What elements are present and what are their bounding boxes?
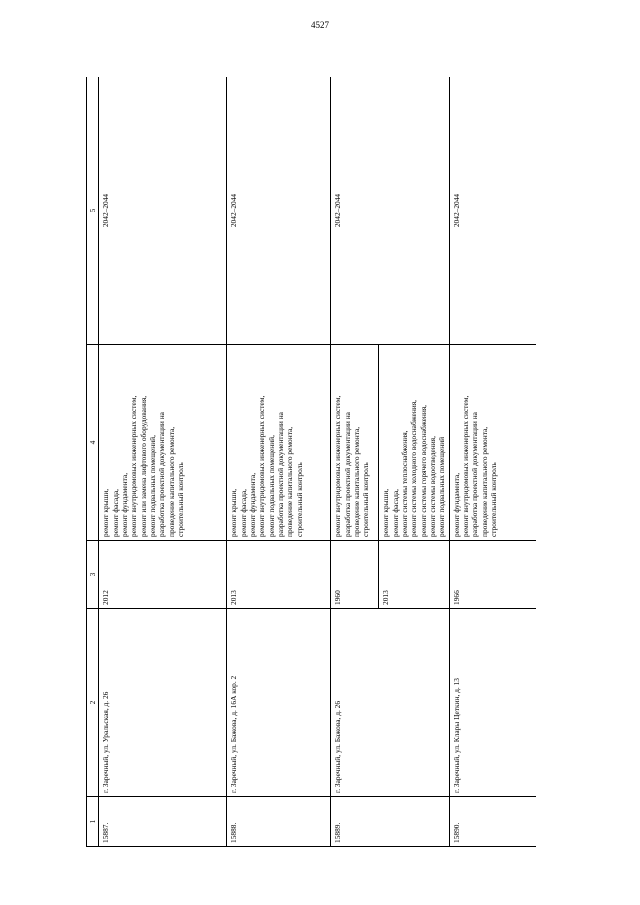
year-cell: 1966: [449, 541, 536, 609]
address-cell: г. Заречный, ул. Бажова, д. 16А кор. 2: [227, 609, 331, 797]
work-item: ремонт системы горячего водоснабжения,: [418, 404, 428, 537]
year-cell: 2013: [227, 541, 331, 609]
work-item: ремонт подвальных помещений,: [266, 435, 276, 537]
rotated-table-area: [86, 77, 536, 847]
year-cell: 1960: [331, 541, 379, 609]
work-item: разработка проектной документации на: [342, 412, 352, 537]
work-item: ремонт внутридомовых инженерных систем,: [257, 395, 267, 537]
works-cell: [379, 345, 449, 541]
address-cell: г. Заречный, ул. Бажова, д. 26: [331, 609, 449, 797]
work-item: ремонт внутридомовых инженерных систем,: [333, 395, 343, 537]
header-cell: 5: [87, 77, 99, 345]
work-item: проведение капитального ремонта,: [285, 426, 295, 537]
work-item: проведение капитального ремонта,: [479, 426, 489, 537]
table-row: [449, 77, 536, 847]
work-item: разработка проектной документации на: [470, 412, 480, 537]
works-cell: [99, 345, 227, 541]
period-cell: 2042–2044: [227, 77, 331, 345]
work-item: ремонт фундамента,: [247, 472, 257, 537]
table-container: [86, 77, 536, 847]
page-number: 4527: [311, 20, 329, 30]
address-cell: г. Заречный, ул. Уральская, д. 26: [99, 609, 227, 797]
table-row: [227, 77, 331, 847]
table-row: [99, 77, 227, 847]
work-item: ремонт крыши,: [229, 488, 239, 537]
work-item: ремонт фасада,: [238, 489, 248, 537]
row-number-cell: 15889.: [331, 797, 449, 847]
work-item: ремонт крыши,: [101, 488, 111, 537]
work-item: ремонт крыши,: [381, 488, 391, 537]
table-body: [99, 77, 536, 847]
year-cell: 2013: [379, 541, 449, 609]
header-cell: 2: [87, 609, 99, 797]
row-number-cell: 15890.: [449, 797, 536, 847]
header-row: [87, 77, 99, 847]
period-cell: 2042–2044: [99, 77, 227, 345]
work-item: разработка проектной документации на: [275, 412, 285, 537]
work-item: ремонт фасада,: [390, 489, 400, 537]
row-number-cell: 15887.: [99, 797, 227, 847]
work-item: строительный контроль: [361, 462, 371, 537]
header-cell: 3: [87, 541, 99, 609]
work-item: ремонт фундамента,: [119, 472, 129, 537]
header-cell: 4: [87, 345, 99, 541]
work-item: строительный контроль: [175, 462, 185, 537]
table-row: [331, 77, 379, 847]
works-cell: [227, 345, 331, 541]
period-cell: 2042–2044: [449, 77, 536, 345]
work-item: проведение капитального ремонта,: [351, 426, 361, 537]
works-cell: [449, 345, 536, 541]
year-cell: 2012: [99, 541, 227, 609]
work-item: ремонт подвальных помещений,: [147, 435, 157, 537]
work-item: ремонт внутридомовых инженерных систем,: [460, 395, 470, 537]
work-item: ремонт фасада,: [110, 489, 120, 537]
work-item: строительный контроль: [294, 462, 304, 537]
address-cell: г. Заречный, ул. Клары Цеткин, д. 13: [449, 609, 536, 797]
period-cell: 2042–2044: [331, 77, 449, 345]
work-item: разработка проектной документации на: [157, 412, 167, 537]
header-cell: 1: [87, 797, 99, 847]
work-item: ремонт фундамента,: [451, 472, 461, 537]
work-item: проведение капитального ремонта,: [166, 426, 176, 537]
work-item: ремонт системы водоотведения,: [427, 436, 437, 537]
work-item: ремонт системы теплоснабжения,: [399, 430, 409, 537]
row-number-cell: 15888.: [227, 797, 331, 847]
work-item: ремонт подвальных помещений: [437, 436, 447, 537]
repair-schedule-table: [86, 77, 536, 847]
work-item: ремонт системы холодного водоснабжения,: [409, 400, 419, 537]
work-item: ремонт или замена лифтового оборудования,: [138, 395, 148, 537]
work-item: ремонт внутридомовых инженерных систем,: [129, 395, 139, 537]
works-cell: [331, 345, 379, 541]
work-item: строительный контроль: [488, 462, 498, 537]
